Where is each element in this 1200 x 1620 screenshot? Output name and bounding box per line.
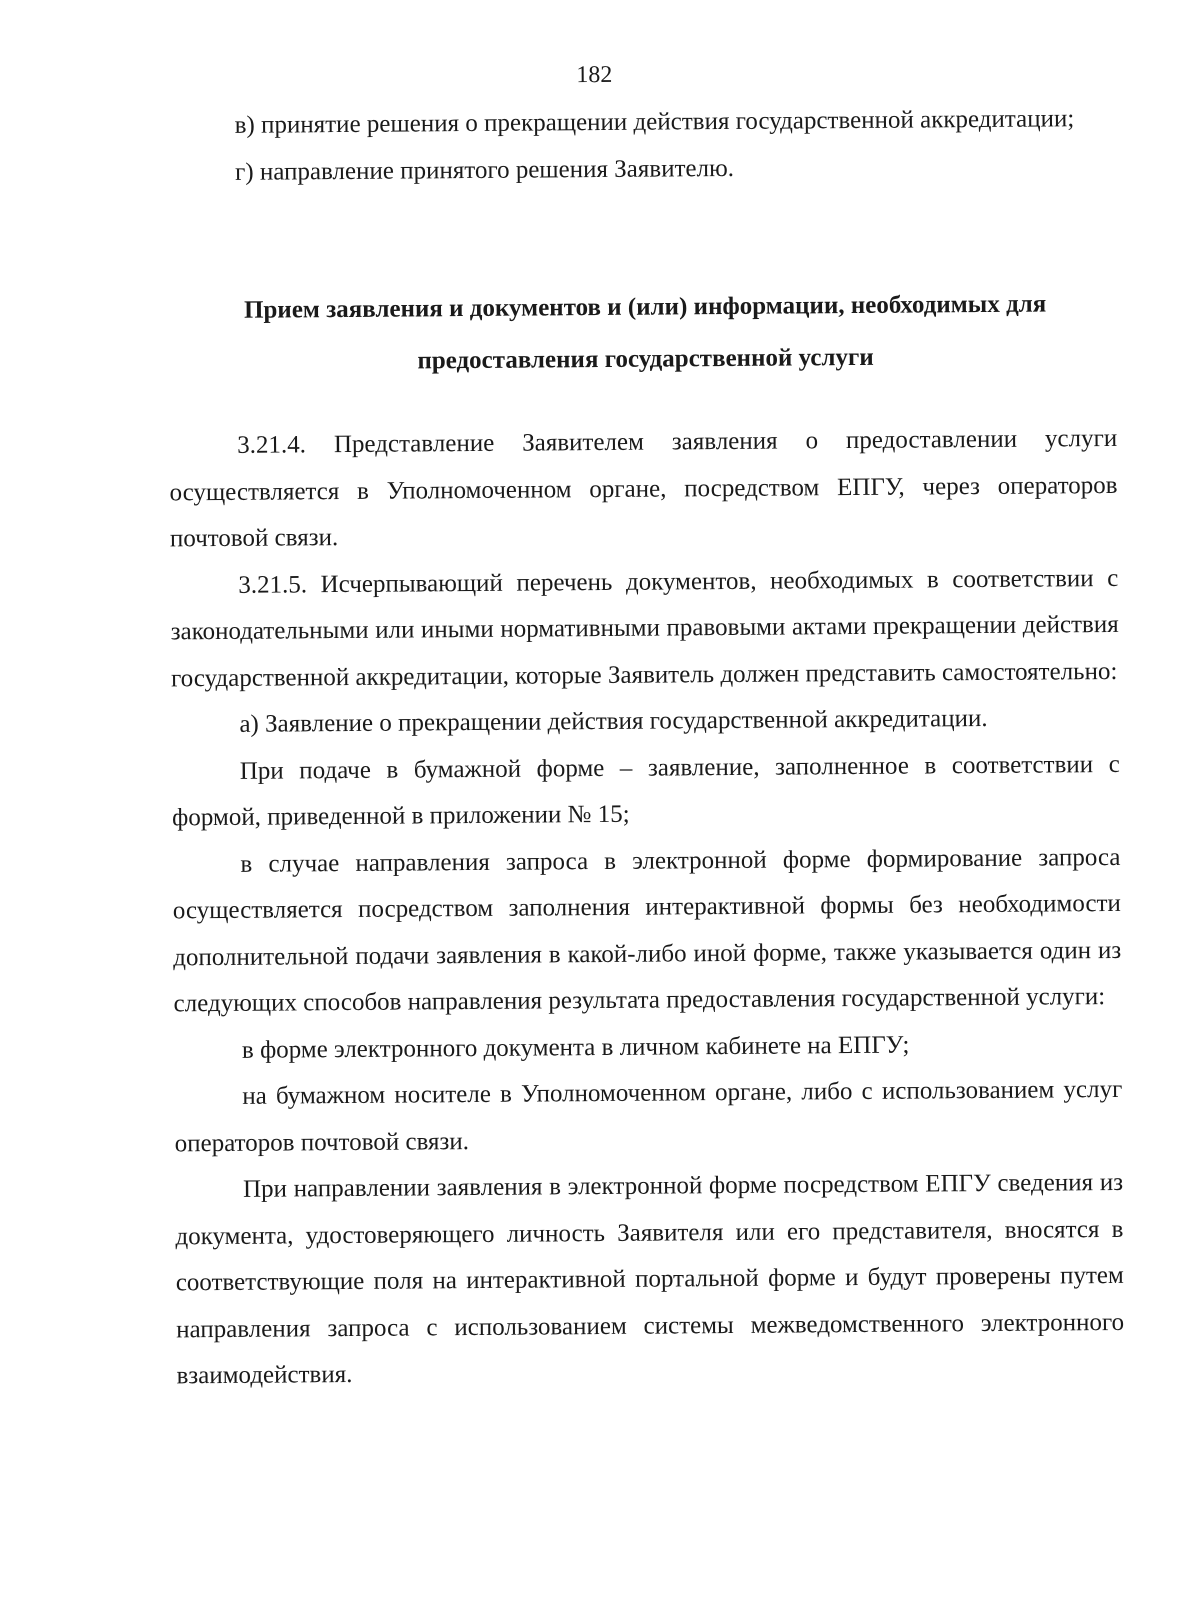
paragraph-3-21-4: 3.21.4. Представление Заявителем заявления о предоставлении услуги осуществляется в Уполномоченном органе, посредством ЕПГУ, через операторов почтовой связи. xyxy=(169,424,1118,553)
epgu-identity-paragraph: При направлении заявления в электронной форме посредством ЕПГУ сведения из документа, удостоверяющего личность Заявителя или его представителя, вносятся в соответствующие поля на интерактивной портальной форме и будут проверены путем направления запроса с использованием системы межведомственного электронного взаимодействия. xyxy=(175,1168,1125,1390)
body-block xyxy=(169,416,1125,1400)
paragraph-3-21-5: 3.21.5. Исчерпывающий перечень документов, необходимых в соответствии с законодательными или иными нормативными правовыми актами прекращении действия государственной аккредитации, которые Заявитель должен представить самостоятельно: xyxy=(170,564,1119,692)
result-method-electronic: в форме электронного документа в личном кабинете на ЕПГУ; xyxy=(241,1031,910,1064)
electronic-form-paragraph: в случае направления запроса в электронной форме формирование запроса осуществляется посредством заполнения интерактивной формы без необходимости дополнительной подачи заявления в какой-либо иной форме, также указывается один из следующих способов направления результата предоставления государственной услуги: xyxy=(172,843,1122,1018)
section-heading xyxy=(171,278,1120,389)
item-g: г) направление принятого решения Заявителю. xyxy=(234,154,735,186)
paper-form-paragraph: При подаче в бумажной форме – заявление, заполненное в соответствии с формой, приведенной в приложении № 15; xyxy=(172,750,1120,832)
heading-line-2: предоставления государственной услуги xyxy=(417,343,874,375)
intro-block xyxy=(167,96,1116,196)
item-a: а) Заявление о прекращении действия государственной аккредитации. xyxy=(239,704,988,738)
heading-line-1: Прием заявления и документов и (или) информации, необходимых для xyxy=(243,290,1047,324)
item-v: в) принятие решения о прекращении действия государственной аккредитации; xyxy=(234,105,1075,139)
page-number: 182 xyxy=(576,61,613,89)
result-method-paper: на бумажном носителе в Уполномоченном органе, либо с использованием услуг операторов почтовой связи. xyxy=(174,1075,1123,1157)
